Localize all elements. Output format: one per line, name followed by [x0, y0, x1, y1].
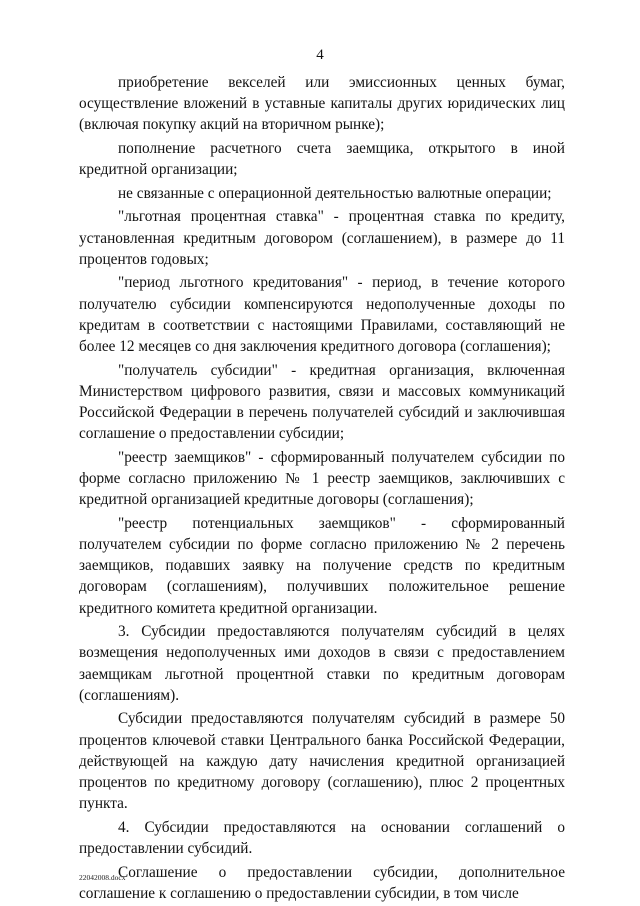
paragraph: "реестр заемщиков" - сформированный получателем субсидии по форме согласно приложению № 1 реестр заемщиков, заключивших с кредитной организацией кредитные договоры (соглашения);: [79, 448, 565, 509]
paragraph: приобретение векселей или эмиссионных ценных бумаг, осуществление вложений в уставные капиталы других юридических лиц (включая покупку акций на вторичном рынке);: [79, 74, 565, 134]
file-name-footer: 22042008.docx: [79, 873, 126, 882]
paragraph: пополнение расчетного счета заемщика, открытого в иной кредитной организации;: [79, 140, 565, 179]
paragraph: 4. Субсидии предоставляются на основании соглашений о предоставлении субсидий.: [79, 818, 565, 858]
paragraph: "реестр потенциальных заемщиков" - сформированный получателем субсидии по форме согласно приложению № 2 перечень заемщиков, подавших заявку на получение средств по кредитным договорам (соглашениям), получивших положительное решение кредитного комитета кредитной организации.: [79, 514, 565, 617]
paragraph: Субсидии предоставляются получателям субсидий в размере 50 процентов ключевой ставки Центрального банка Российской Федерации, действующей на каждую дату начисления кредитной организацией процентов по кредитному договору (соглашению), плюс 2 процентных пункта.: [79, 710, 565, 813]
paragraph: не связанные с операционной деятельностью валютные операции;: [118, 184, 552, 202]
paragraph: Соглашение о предоставлении субсидии, дополнительное соглашение к соглашению о предоставлении субсидии, в том числе: [79, 863, 565, 902]
paragraph: "льготная процентная ставка" - процентная ставка по кредиту, установленная кредитным договором (соглашением), в размере до 11 процентов годовых;: [79, 208, 565, 268]
page-number: 4: [316, 47, 324, 63]
paragraph: "получатель субсидии" - кредитная организация, включенная Министерством цифрового развития, связи и массовых коммуникаций Российской Федерации в перечень получателей субсидий и заключившая соглашение о предоставлении субсидии;: [79, 361, 565, 443]
paragraph: "период льготного кредитования" - период, в течение которого получателю субсидии компенсируются недополученные доходы по кредитам в соответствии с настоящими Правилами, составляющий не более 12 месяцев со дня заключения кредитного договора (соглашения);: [79, 274, 565, 355]
paragraph: 3. Субсидии предоставляются получателям субсидий в целях возмещения недополученных ими доходов в связи с предоставлением заемщикам льготной процентной ставки по кредитным договорам (соглашениям).: [79, 623, 565, 704]
document-body: [79, 72, 565, 906]
